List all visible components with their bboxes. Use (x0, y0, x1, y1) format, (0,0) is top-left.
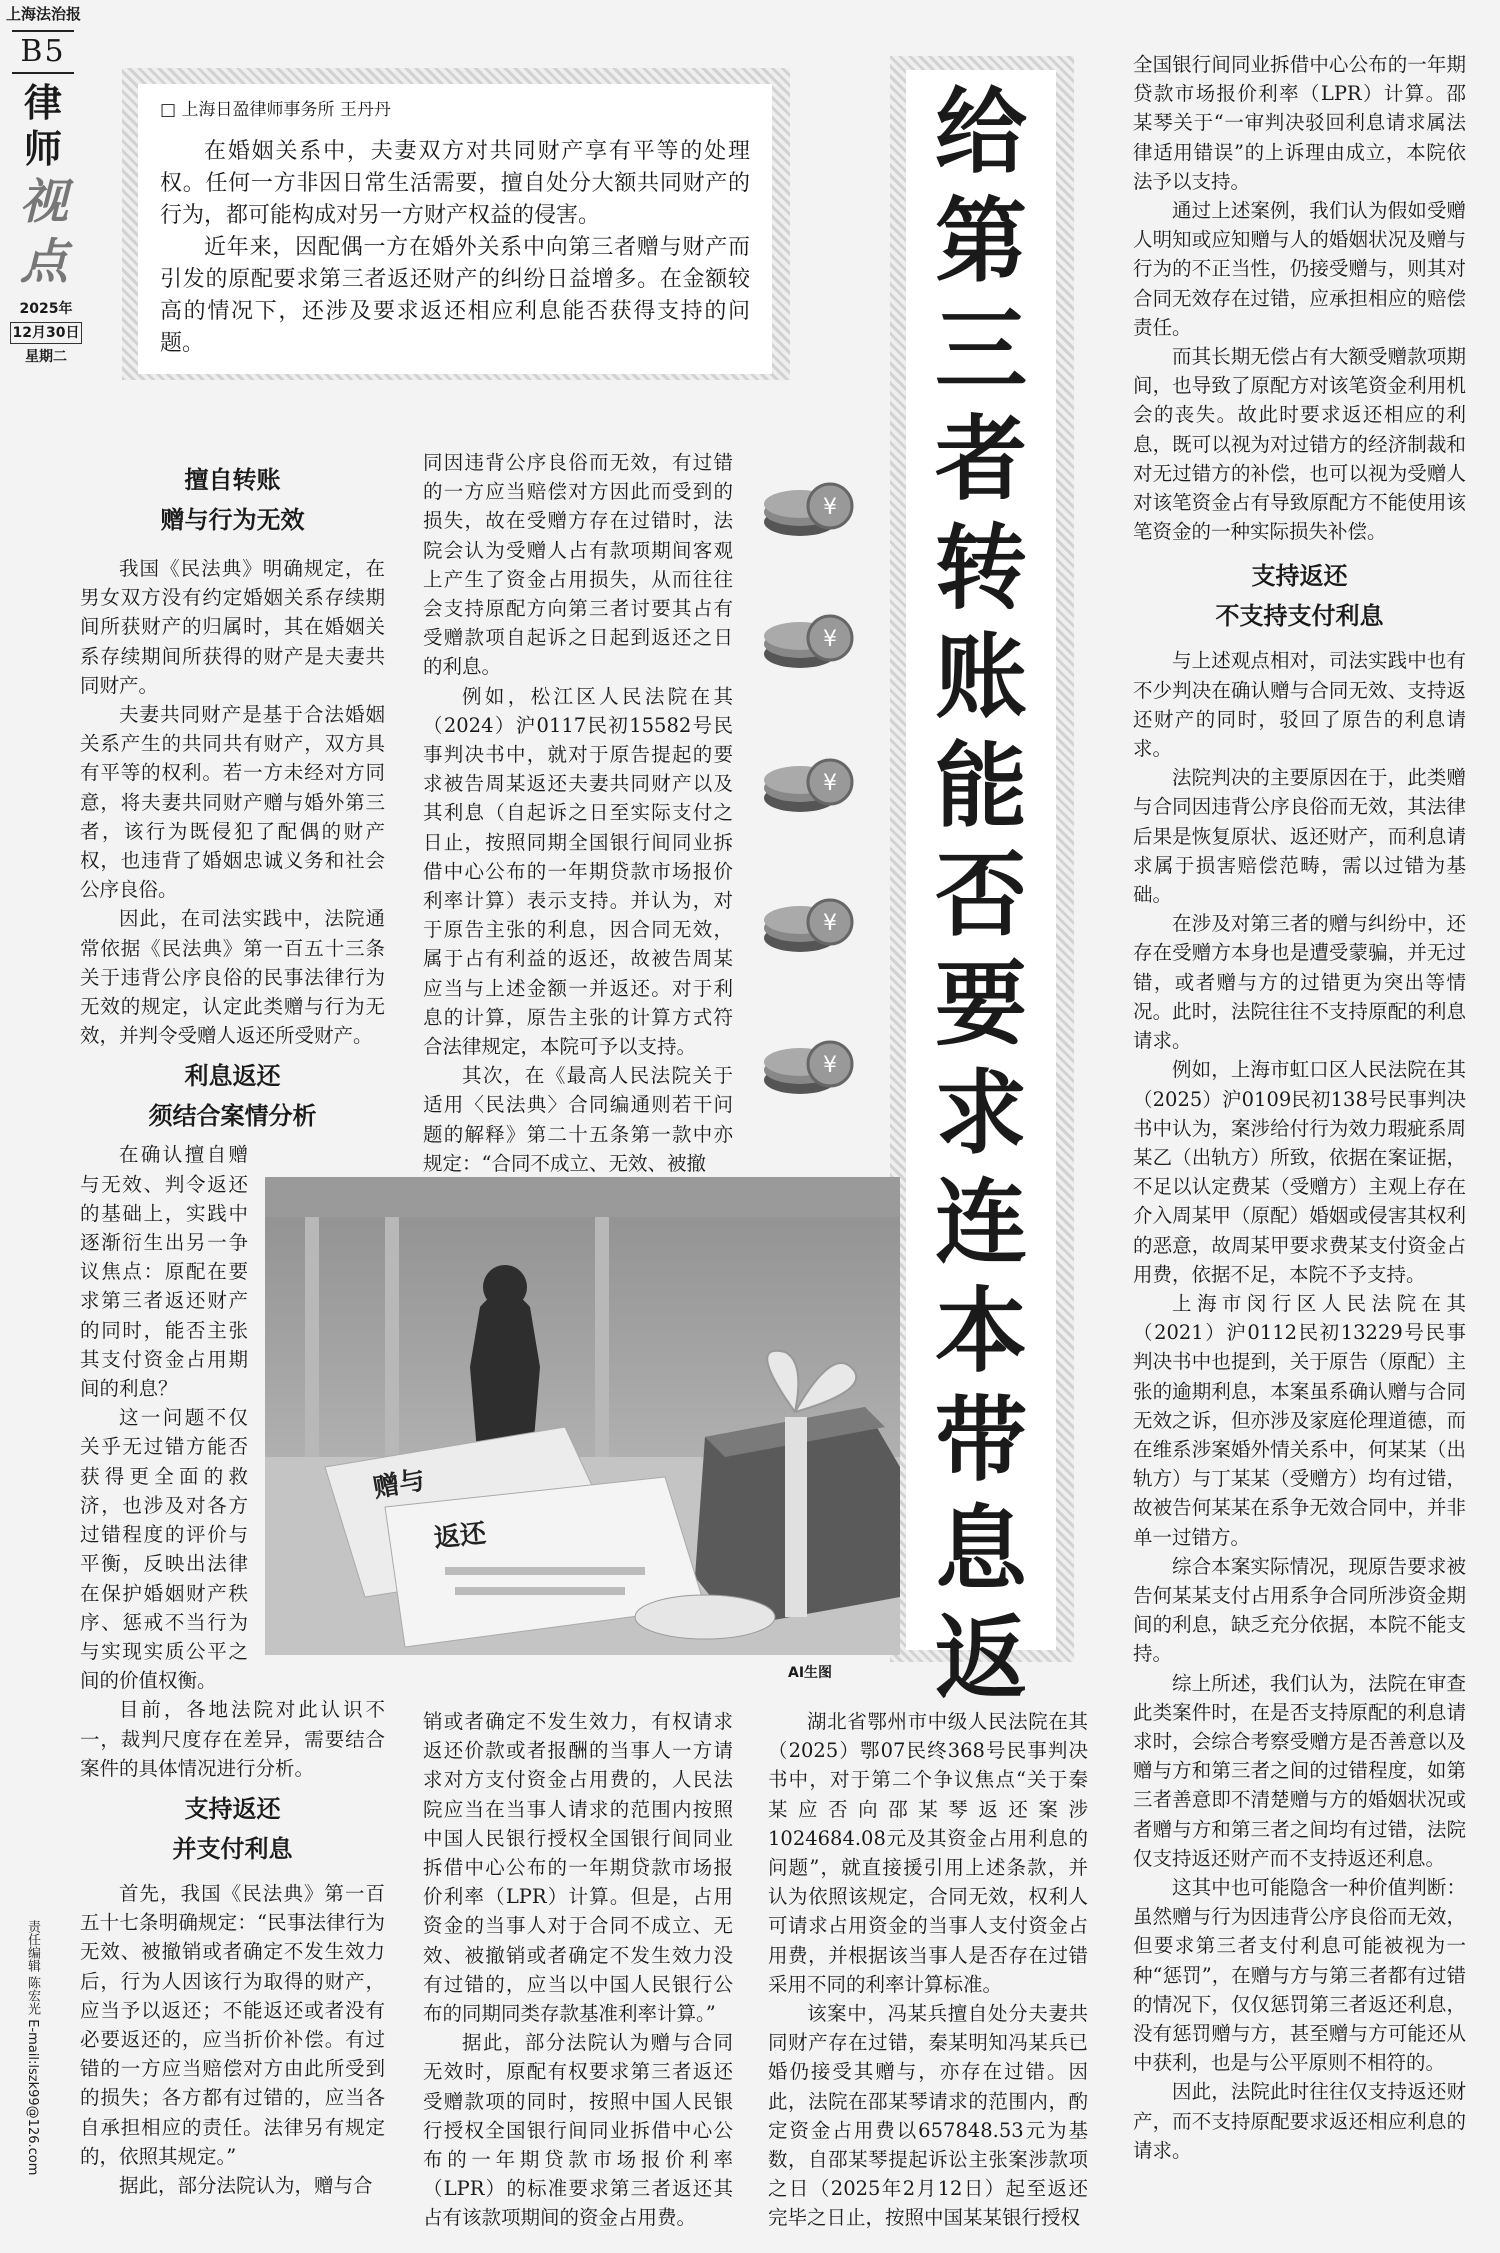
headline-char: 给 (934, 79, 1027, 186)
body-paragraph: 据此，部分法院认为赠与合同无效时，原配有权要求第三者返还受赠款项的同时，按照中国人民银行授权全国银行间同业拆借中心公布的一年期贷款市场报价利率（LPR）的标准要求第三者返还其占有该款项期间的资金占用费。 (423, 2031, 733, 2230)
issue-day: 12月30日 (10, 322, 82, 344)
image-caption: AI生图 (788, 1665, 833, 1681)
body-paragraph: 因此，法院此时往往仅支持返还财产，而不支持原配要求返还相应利息的请求。 (1133, 2080, 1466, 2162)
body-paragraph: 我国《民法典》明确规定，在男女双方没有约定婚姻关系存续期间所获财产的归属时，其在婚姻关系存续期间所获得的财产是夫妻共同财产。 (80, 557, 385, 697)
author-line: □ 上海日盈律师事务所 王丹丹 (160, 100, 391, 120)
body-paragraph: 夫妻共同财产是基于合法婚姻关系产生的共同共有财产，双方具有平等的权利。若一方未经对方同意，将夫妻共同财产赠与婚外第三者，该行为既侵犯了配偶的财产权，也违背了婚姻忠诚义务和社会公序良俗。 (80, 703, 385, 902)
subheading: 支持返还 不支持支付利息 (1215, 562, 1384, 631)
svg-text:¥: ¥ (823, 911, 837, 936)
headline-char: 否 (934, 842, 1027, 949)
body-paragraph: 例如，上海市虹口区人民法院在其（2025）沪0109民初138号民事判决书中认为，案涉给付行为效力瑕疵系周某乙（出轨方）所致，依据在案证据，不足以认定费某（受赠方）主观上存在介入周某甲（原配）婚姻或侵害其权利的恶意，故周某甲要求费某支付资金占用费，依据不足，本院不予支持。 (1133, 1058, 1466, 1286)
headline (906, 70, 1056, 1712)
column-3-bottom (768, 1707, 1088, 2233)
headline-char: 能 (934, 733, 1027, 840)
editor-credit: 责任编辑 陈宏光 E-mail:lszk99@126.com (25, 1920, 40, 2176)
headline-char: 三 (934, 297, 1027, 404)
column-style-char: 视 (20, 174, 69, 230)
masthead: 上海法治报 (6, 5, 82, 23)
body-paragraph: 与上述观点相对，司法实践中也有不少判决在确认赠与合同无效、支持返还财产的同时，驳回了原告的利息请求。 (1133, 649, 1466, 761)
body-paragraph: 例如，松江区人民法院在其（2024）沪0117民初15582号民事判决书中，就对于原告提起的要求被告周某返还夫妻共同财产以及其利息（自起诉之日至实际支付之日止，按照同期全国银行间同业拆借中心公布的一年期贷款市场报价利率计算）表示支持。并认为，对于原告主张的利息，因合同无效，属于占有利益的返还，故被告周某应当与上述金额一并返还。对于利息的计算，原告主张的计算方式符合法律规定，本院可予以支持。 (423, 684, 733, 1059)
body-paragraph: 这一问题不仅关乎无过错方能否获得更全面的救济，也涉及对各方过错程度的评价与平衡，反映出法律在保护婚姻财产秩序、惩戒不当行为与实现实质公平之间的价值权衡。 (80, 1406, 248, 1693)
body-paragraph: 在确认擅自赠与无效、判令返还的基础上，实践中逐渐衍生出另一争议焦点：原配在要求第三者返还财产的同时，能否主张其支付资金占用期间的利息？ (80, 1143, 248, 1401)
column-char: 师 (23, 127, 62, 171)
body-paragraph: 因此，在司法实践中，法院通常依据《民法典》第一百五十三条关于违背公序良俗的民事法律行为无效的规定，认定此类赠与行为无效，并判令受赠人返还所受财产。 (80, 907, 385, 1048)
column-4 (1133, 50, 1466, 2165)
body-paragraph: 综上所述，我们认为，法院在审查此类案件时，在是否支持原配的利息请求时，会综合考察受赠方是否善意以及赠与方和第三者之间的过错程度，如第三者善意即不清楚赠与方的婚姻状况或者赠与方和第三者之间均有过错，法院仅支持返还财产而不支持返还利息。 (1133, 1671, 1466, 1870)
headline-char: 带 (934, 1387, 1027, 1494)
svg-text:¥: ¥ (823, 771, 837, 796)
headline-char: 息 (934, 1496, 1027, 1603)
subheading: 支持返还 并支付利息 (172, 1794, 293, 1863)
body-paragraph: 首先，我国《民法典》第一百五十七条明确规定：“民事法律行为无效、被撤销或者确定不发生效力后，行为人因该行为取得的财产，应当予以返还；不能返还或者没有必要返还的，应当折价补偿。有过错的一方应当赔偿对方由此所受到的损失；各方都有过错的，应当各自承担相应的责任。法律另有规定的，依照其规定。” (80, 1881, 385, 2168)
issue-year: 2025年 (19, 301, 73, 317)
body-paragraph: 通过上述案例，我们认为假如受赠人明知或应知赠与人的婚姻状况及赠与行为的不正当性，仍接受赠与，则其对合同无效存在过错，应承担相应的赔偿责任。 (1133, 199, 1466, 339)
column-char: 律 (23, 81, 62, 125)
headline-char: 本 (934, 1278, 1027, 1385)
headline-char: 求 (934, 1060, 1027, 1167)
coin-stack-icon (760, 896, 856, 956)
intro-paragraph: 近年来，因配偶一方在婚外关系中向第三者赠与财产而引发的原配要求第三者返还财产的纠纷日益增多。在金额较高的情况下，还涉及要求返还相应利息能否获得支持的问题。 (160, 235, 750, 356)
svg-text:¥: ¥ (823, 1053, 837, 1078)
headline-char: 转 (934, 515, 1027, 622)
column-style-char: 点 (20, 234, 69, 290)
body-paragraph: 同因违背公序良俗而无效，有过错的一方应当赔偿对方因此而受到的损失，故在受赠方存在过错时，法院会认为受赠人占有款项期间客观上产生了资金占用损失，从而往往会支持原配方向第三者讨要其占有受赠款项自起诉之日起到返还之日的利息。 (423, 451, 733, 679)
intro-box (138, 84, 772, 374)
body-paragraph: 其次，在《最高人民法院关于适用〈民法典〉合同编通则若干问题的解释》第二十五条第一款中亦规定：“合同不成立、无效、被撤 (423, 1064, 733, 1175)
body-paragraph: 在涉及对第三者的赠与纠纷中，还存在受赠方本身也是遭受蒙骗，并无过错，或者赠与方的过错更为突出等情况。此时，法院往往不支持原配的利息请求。 (1133, 912, 1466, 1053)
headline-char: 返 (934, 1605, 1027, 1712)
body-paragraph: 湖北省鄂州市中级人民法院在其（2025）鄂07民终368号民事判决书中，对于第二个争议焦点“关于秦某应否向邵某琴返还案涉1024684.08元及其资金占用利息的问题”，就直接援引用上述条款，并认为依照该规定，合同无效，权利人可请求占用资金的当事人支付资金占用费，并根据该当事人是否存在过错采用不同的利率计算标准。 (768, 1710, 1088, 1996)
headline-char: 者 (934, 406, 1027, 513)
illustration-graphic (265, 1177, 900, 1655)
body-paragraph: 综合本案实际情况，现原告要求被告何某某支付占用系争合同所涉资金期间的利息，缺乏充分依据，本院不能支持。 (1133, 1554, 1466, 1666)
body-paragraph: 法院判决的主要原因在于，此类赠与合同因违背公序良俗而无效，其法律后果是恢复原状、返还财产，而利息请求属于损害赔偿范畴，需以过错为基础。 (1133, 766, 1466, 907)
issue-date (4, 298, 88, 368)
issue-weekday: 星期二 (25, 349, 67, 365)
coin-stack-icon (760, 1038, 856, 1098)
body-paragraph: 该案中，冯某兵擅自处分夫妻共同财产存在过错，秦某明知冯某兵已婚仍接受其赠与，亦存在过错。因此，法院在邵某琴请求的范围内，酌定资金占用费以657848.53元为基数，自邵某琴提起诉讼主张案涉款项之日（2025年2月12日）起至返还完毕之日止，按照中国某某银行授权 (768, 2002, 1088, 2230)
page-number: B5 (12, 30, 74, 74)
headline-char: 第 (934, 188, 1027, 295)
coin-stack-icon (760, 612, 856, 672)
svg-text:返还: 返还 (432, 1518, 488, 1554)
body-paragraph: 全国银行间同业拆借中心公布的一年期贷款市场报价利率（LPR）计算。邵某琴关于“一审判决驳回利息请求属法律适用错误”的上诉理由成立，本院依法予以支持。 (1133, 53, 1466, 193)
body-paragraph: 销或者确定不发生效力，有权请求返还价款或者报酬的当事人一方请求对方支付资金占用费的，人民法院应当在当事人请求的范围内按照中国人民银行授权全国银行间同业拆借中心公布的一年期贷款市场报价利率（LPR）计算。但是，占用资金的当事人对于合同不成立、无效、被撤销或者确定不发生效力没有过错的，应当以中国人民银行公布的同期同类存款基准利率计算。” (423, 1710, 733, 2026)
headline-char: 连 (934, 1169, 1027, 1276)
coin-stack-icon (760, 756, 856, 816)
body-paragraph: 目前，各地法院对此认识不一，裁判尺度存在差异，需要结合案件的具体情况进行分析。 (80, 1698, 385, 1780)
column-2-top (423, 448, 733, 1178)
illustration (265, 1177, 900, 1655)
body-paragraph: 这其中也可能隐含一种价值判断：虽然赠与行为因违背公序良俗而无效，但要求第三者支付利息可能被视为一种“惩罚”，在赠与方与第三者都有过错的情况下，仅仅惩罚第三者返还利息，没有惩罚赠与方，甚至赠与方可能还从中获利，也是与公平原则不相符的。 (1133, 1875, 1466, 2075)
headline-char: 要 (934, 951, 1027, 1058)
svg-text:¥: ¥ (823, 495, 837, 520)
body-paragraph: 上海市闵行区人民法院在其（2021）沪0112民初13229号民事判决书中也提到，关于原告（原配）主张的逾期利息，本案虽系确认赠与合同无效之诉，但亦涉及家庭伦理道德，而在维系涉案婚外情关系中，何某某（出轨方）与丁某某（受赠方）均有过错，故被告何某某在系争无效合同中，并非单一过错方。 (1133, 1291, 1466, 1549)
headline-char: 账 (934, 624, 1027, 731)
subheading: 擅自转账 赠与行为无效 (160, 466, 305, 534)
body-paragraph: 据此，部分法院认为，赠与合 (119, 2173, 373, 2197)
svg-text:赠与: 赠与 (371, 1465, 428, 1504)
intro-paragraph: 在婚姻关系中，夫妻双方对共同财产享有平等的处理权。任何一方非因日常生活需要，擅自处分大额共同财产的行为，都可能构成对另一方财产权益的侵害。 (160, 139, 750, 228)
column-2-bottom (423, 1707, 733, 2233)
svg-text:¥: ¥ (823, 627, 837, 652)
body-paragraph: 而其长期无偿占有大额受赠款项期间，也导致了原配方对该笔资金利用机会的丧失。故此时要求返还相应的利息，既可以视为对过错方的经济制裁和对无过错方的补偿，也可以视为受赠人对该笔资金占有导致原配方不能使用该笔资金的一种实际损失补偿。 (1133, 345, 1466, 544)
coin-stack-icon (760, 480, 856, 540)
column-name (20, 80, 69, 292)
subheading: 利息返还 须结合案情分析 (148, 1062, 317, 1131)
